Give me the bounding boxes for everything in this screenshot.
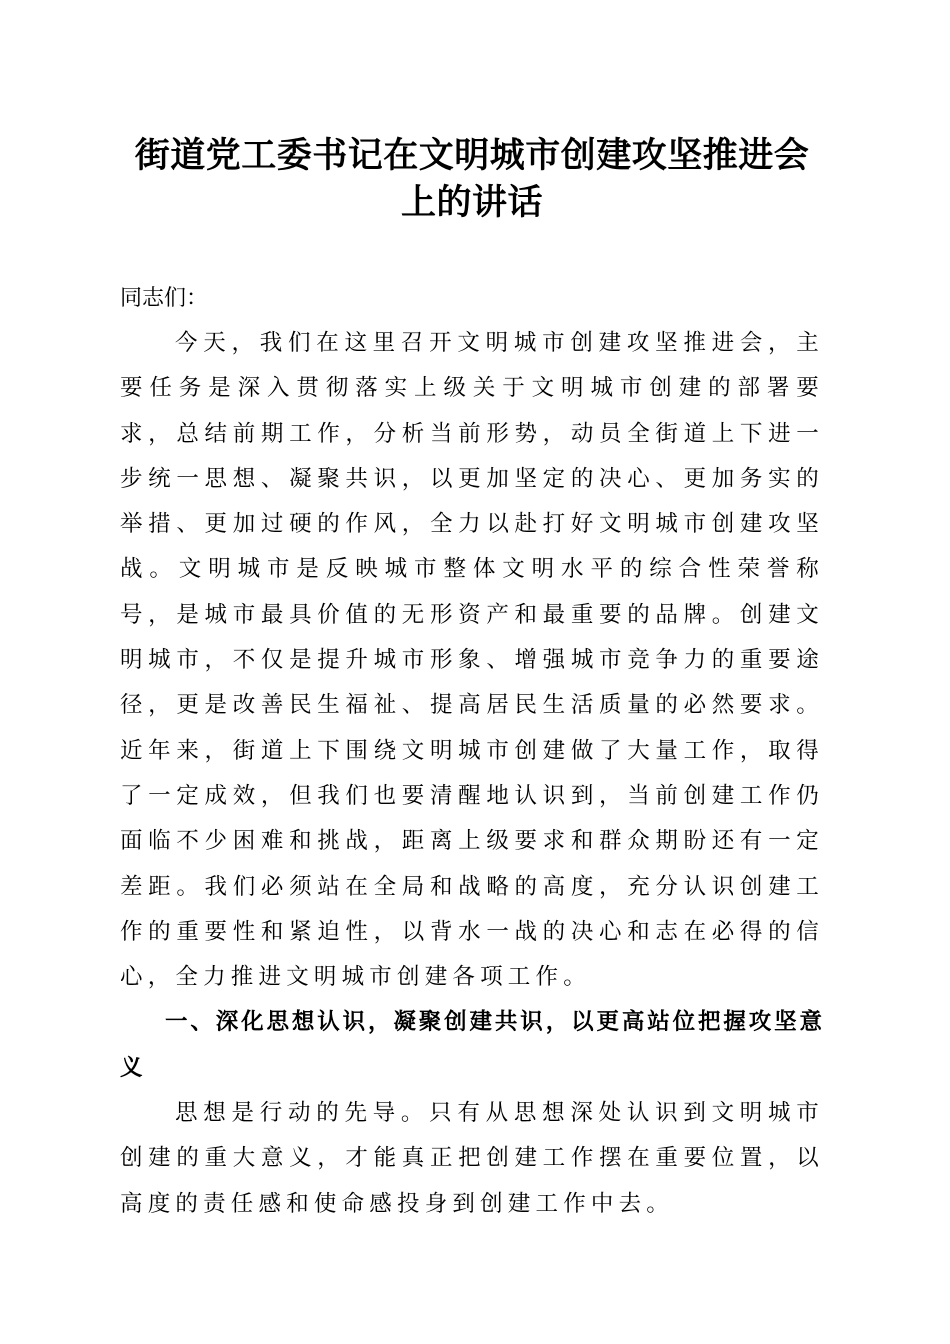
document-page bbox=[120, 132, 824, 1227]
body-paragraph: 今天，我们在这里召开文明城市创建攻坚推进会，主要任务是深入贯彻落实上级关于文明城市创建的部署要求，总结前期工作，分析当前形势，动员全街道上下进一步统一思想、凝聚共识，以更加坚定的决心、更加务实的举措、更加过硬的作风，全力以赴打好文明城市创建攻坚战。文明城市是反映城市整体文明水平的综合性荣誉称号，是城市最具价值的无形资产和最重要的品牌。创建文明城市，不仅是提升城市形象、增强城市竞争力的重要途径，更是改善民生福祉、提高居民生活质量的必然要求。近年来，街道上下围绕文明城市创建做了大量工作，取得了一定成效，但我们也要清醒地认识到，当前创建工作仍面临不少困难和挑战，距离上级要求和群众期盼还有一定差距。我们必须站在全局和战略的高度，充分认识创建工作的重要性和紧迫性，以背水一战的决心和志在必得的信心，全力推进文明城市创建各项工作。 bbox=[120, 330, 824, 991]
section-paragraph: 思想是行动的先导。只有从思想深处认识到文明城市创建的重大意义，才能真正把创建工作摆在重要位置，以高度的责任感和使命感投身到创建工作中去。 bbox=[120, 1100, 824, 1217]
section-heading: 一、深化思想认识，凝聚创建共识，以更高站位把握攻坚意义 bbox=[120, 1009, 824, 1081]
document-title: 街道党工委书记在文明城市创建攻坚推进会上的讲话 bbox=[134, 135, 810, 223]
salutation: 同志们： bbox=[120, 286, 209, 311]
